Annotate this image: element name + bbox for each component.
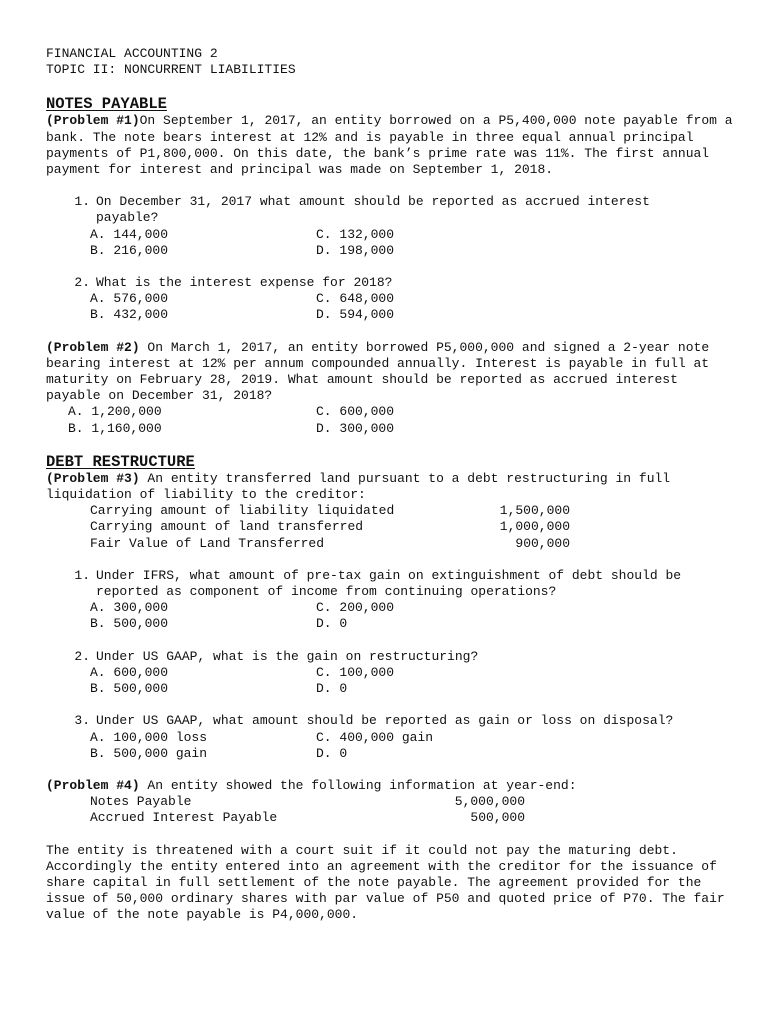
choice-c: C. 400,000 gain <box>316 729 434 745</box>
choice-a: A. 144,000 <box>90 226 169 242</box>
problem-3-table <box>46 503 736 552</box>
problem-2-paragraph <box>46 340 736 405</box>
problem-4-paragraph <box>46 778 736 794</box>
question-text: Under US GAAP, what amount should be reported as gain or loss on disposal? <box>96 713 674 729</box>
answer-choices <box>46 600 736 632</box>
table-label: Carrying amount of liability liquidated <box>90 503 395 519</box>
choice-a: A. 576,000 <box>90 291 169 307</box>
choice-b: B. 500,000 gain <box>90 745 208 761</box>
table-value: 900,000 <box>515 535 570 551</box>
problem-4-table <box>46 794 736 826</box>
choice-c: C. 100,000 <box>316 664 395 680</box>
question-text: Under IFRS, what amount of pre-tax gain on extinguishment of debt should be reported as component of income from continuing operations? <box>96 567 682 600</box>
section-debt-restructure-heading: DEBT RESTRUCTURE <box>46 452 195 471</box>
answer-choices <box>46 730 736 762</box>
problem-3-question-2 <box>46 649 736 665</box>
choice-c: C. 200,000 <box>316 600 395 616</box>
topic-title: TOPIC II: NONCURRENT LIABILITIES <box>46 62 296 78</box>
choice-d: D. 0 <box>316 681 348 697</box>
choice-d: D. 594,000 <box>316 307 395 323</box>
problem-1-question-1 <box>46 194 736 226</box>
choice-d: D. 0 <box>316 616 348 632</box>
table-label: Accrued Interest Payable <box>90 810 278 826</box>
problem-1-question-2 <box>46 275 736 291</box>
choice-b: B. 216,000 <box>90 242 169 258</box>
choice-d: D. 300,000 <box>316 420 395 436</box>
problem-4-scenario-paragraph: The entity is threatened with a court suit if it could not pay the maturing debt. Accordingly the entity entered into an agreement with the creditor for the issuance of share capital in full settlement of the note payable. The agreement provided for the issue of 50,000 ordinary shares with par value of P50 and quoted price of P70. The fair value of the note payable is P4,000,000. <box>46 842 733 923</box>
question-number: 3. <box>74 713 90 729</box>
question-text: On December 31, 2017 what amount should be reported as accrued interest payable? <box>96 194 650 226</box>
choice-d: D. 198,000 <box>316 242 395 258</box>
course-title: FINANCIAL ACCOUNTING 2 <box>46 46 218 61</box>
choice-b: B. 1,160,000 <box>68 420 162 436</box>
question-number: 1. <box>74 567 90 583</box>
answer-choices <box>46 665 736 697</box>
problem-1-paragraph <box>46 113 741 178</box>
table-label: Fair Value of Land Transferred <box>90 535 325 551</box>
choice-c: C. 600,000 <box>316 404 395 420</box>
question-text: Under US GAAP, what is the gain on restructuring? <box>96 648 479 664</box>
problem-4-text: An entity showed the following information at year-end: <box>139 777 577 793</box>
table-label: Carrying amount of land transferred <box>90 519 364 535</box>
problem-2-label: (Problem #2) <box>46 339 140 355</box>
problem-3-question-1 <box>46 568 736 600</box>
choice-b: B. 500,000 <box>90 616 169 632</box>
table-value: 1,000,000 <box>499 519 570 535</box>
question-number: 2. <box>74 275 90 291</box>
choice-a: A. 1,200,000 <box>68 404 162 420</box>
answer-choices <box>46 404 736 436</box>
answer-choices <box>46 291 736 323</box>
table-value: 500,000 <box>470 810 525 826</box>
problem-4-label: (Problem #4) <box>46 777 140 793</box>
problem-3-label: (Problem #3) <box>46 470 140 486</box>
choice-c: C. 132,000 <box>316 226 395 242</box>
problem-3-paragraph <box>46 471 736 503</box>
problem-1-label: (Problem #1) <box>46 113 140 129</box>
problem-2-text: On March 1, 2017, an entity borrowed P5,000,000 and signed a 2-year note bearing interest at 12% per annum compounded annually. Interest is payable in full at maturity on February 28, 2019. What amount should be reported as accrued interest payable on December 31, 2018? <box>46 339 717 404</box>
problem-3-question-3 <box>46 713 736 729</box>
question-text: What is the interest expense for 2018? <box>96 275 393 291</box>
problem-3-text: An entity transferred land pursuant to a debt restructuring in full liquidation of liability to the creditor: <box>46 470 678 503</box>
choice-b: B. 500,000 <box>90 681 169 697</box>
choice-b: B. 432,000 <box>90 307 169 323</box>
problem-1-text: On September 1, 2017, an entity borrowed on a P5,400,000 note payable from a bank. The note bears interest at 12% and is payable in three equal annual principal payments of P1,800,000. On this date, the bank’s prime rate was 11%. The first annual payment for interest and principal was made on September 1, 2018. <box>46 113 741 178</box>
choice-a: A. 600,000 <box>90 664 169 680</box>
table-label: Notes Payable <box>90 794 192 810</box>
choice-a: A. 100,000 loss <box>90 729 208 745</box>
table-value: 5,000,000 <box>454 794 525 810</box>
question-number: 2. <box>74 648 90 664</box>
choice-d: D. 0 <box>316 745 348 761</box>
section-notes-payable-heading: NOTES PAYABLE <box>46 95 167 114</box>
answer-choices <box>46 227 736 259</box>
table-value: 1,500,000 <box>499 503 570 519</box>
choice-a: A. 300,000 <box>90 600 169 616</box>
question-number: 1. <box>74 194 90 210</box>
choice-c: C. 648,000 <box>316 291 395 307</box>
document-page <box>46 46 741 924</box>
